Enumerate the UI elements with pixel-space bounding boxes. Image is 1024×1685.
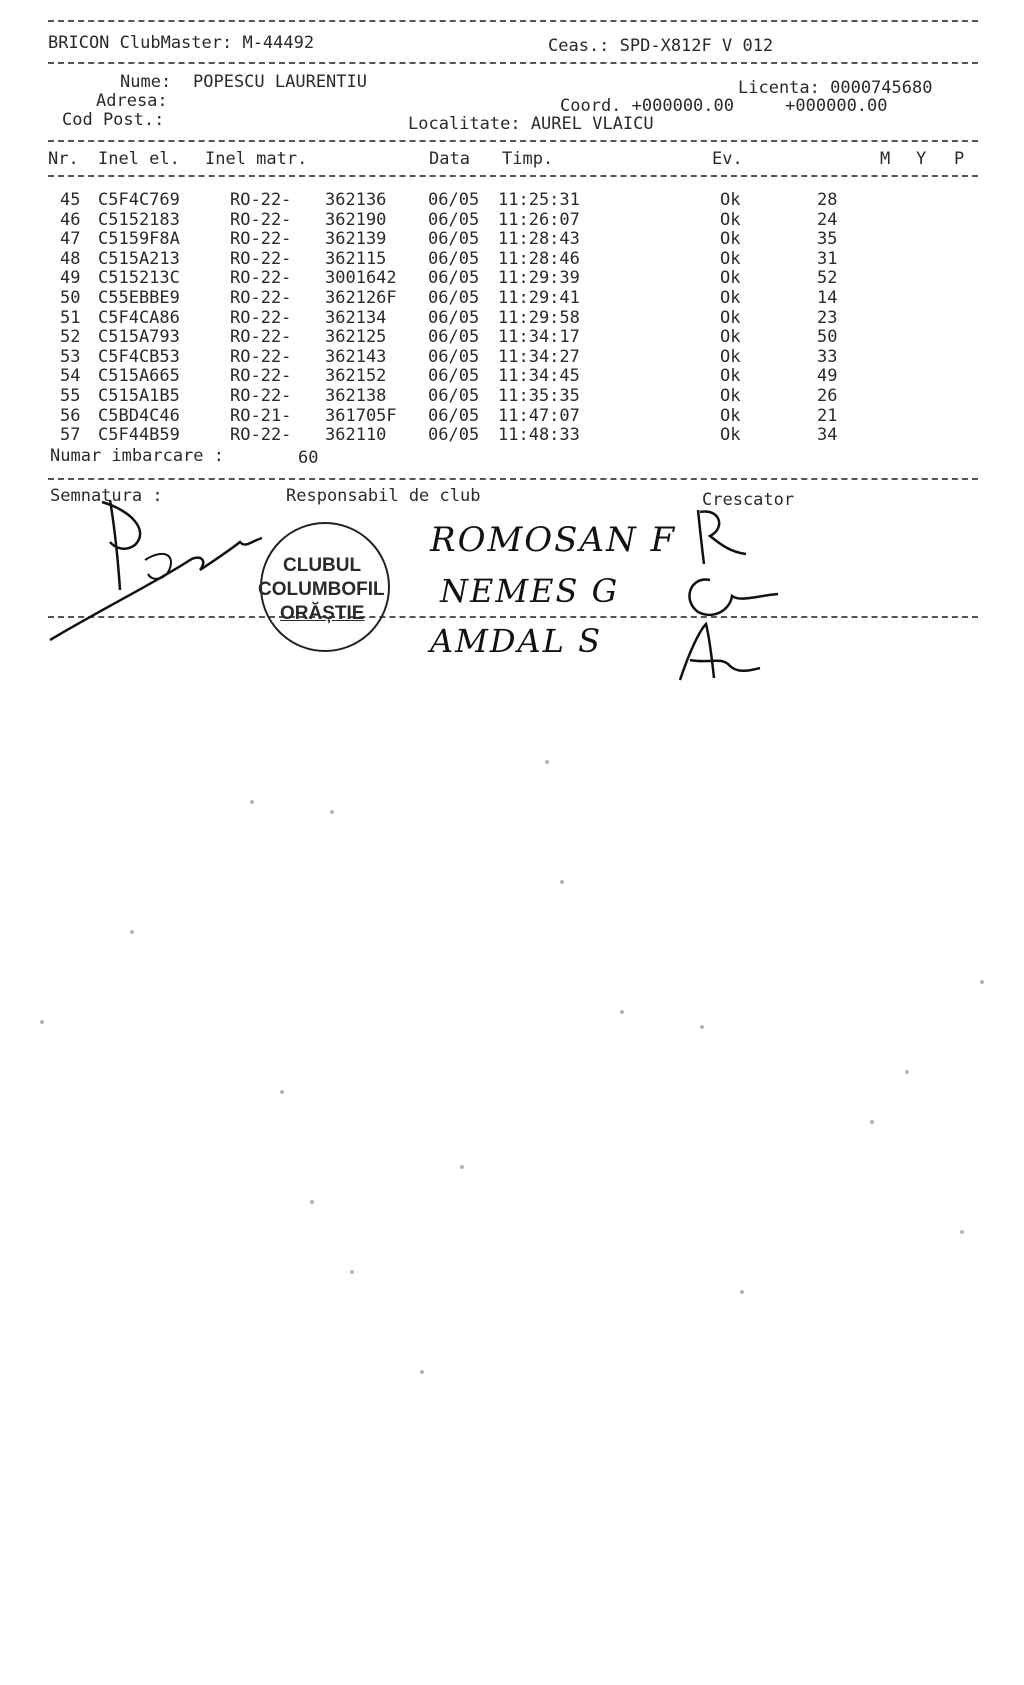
cell-el: C515A213 bbox=[98, 248, 180, 269]
handwritten-signature bbox=[40, 490, 270, 650]
cell-ev: Ok bbox=[720, 268, 741, 289]
cell-m: 52 bbox=[817, 268, 838, 289]
cell-ev: Ok bbox=[720, 190, 741, 210]
cell-m: 24 bbox=[817, 209, 838, 230]
cell-ev: Ok bbox=[720, 327, 741, 348]
cell-nr: 47 bbox=[60, 229, 81, 250]
cell-mat: 362136 bbox=[325, 190, 387, 210]
table-row bbox=[0, 268, 1024, 288]
cell-m: 31 bbox=[817, 248, 838, 269]
breeder-label: Crescator bbox=[702, 490, 795, 510]
cell-ev: Ok bbox=[720, 386, 741, 406]
cell-ev: Ok bbox=[720, 229, 741, 250]
cell-ev: Ok bbox=[720, 307, 741, 328]
cell-prefix: RO-22- bbox=[230, 327, 292, 348]
cell-el: C515213C bbox=[98, 268, 180, 289]
cell-mat: 362138 bbox=[325, 386, 387, 406]
cell-date: 06/05 bbox=[428, 346, 480, 367]
cell-time: 11:26:07 bbox=[498, 209, 580, 230]
cell-el: C55EBBE9 bbox=[98, 288, 180, 308]
cell-time: 11:29:39 bbox=[498, 268, 580, 289]
cell-date: 06/05 bbox=[428, 425, 480, 446]
summary-rule bbox=[48, 478, 978, 480]
cell-time: 11:25:31 bbox=[498, 190, 580, 210]
cell-mat: 362139 bbox=[325, 229, 387, 250]
cell-time: 11:35:35 bbox=[498, 386, 580, 406]
cell-el: C5F4C769 bbox=[98, 190, 180, 210]
cell-el: C515A1B5 bbox=[98, 386, 180, 406]
cell-m: 49 bbox=[817, 366, 838, 387]
cell-nr: 46 bbox=[60, 209, 81, 230]
owner-name: POPESCU LAURENTIU bbox=[193, 72, 367, 92]
clock-id: Ceas.: SPD-X812F V 012 bbox=[548, 36, 774, 56]
cell-mat: 362143 bbox=[325, 346, 387, 367]
cell-time: 11:29:41 bbox=[498, 288, 580, 308]
cell-nr: 51 bbox=[60, 307, 81, 328]
license-number: Licenta: 0000745680 bbox=[738, 78, 933, 98]
table-row bbox=[0, 347, 1024, 367]
handwritten-name-2: NEMES G bbox=[440, 572, 620, 610]
cell-ev: Ok bbox=[720, 346, 741, 367]
cell-date: 06/05 bbox=[428, 209, 480, 230]
cell-mat: 362110 bbox=[325, 425, 387, 446]
cell-nr: 52 bbox=[60, 327, 81, 348]
col-p: P bbox=[954, 149, 965, 169]
cell-m: 34 bbox=[817, 425, 838, 446]
cell-time: 11:34:17 bbox=[498, 327, 580, 348]
cell-nr: 56 bbox=[60, 405, 81, 426]
boarding-count: 60 bbox=[298, 448, 319, 468]
cell-m: 23 bbox=[817, 307, 838, 328]
col-ring-mat: Inel matr. bbox=[205, 149, 308, 169]
zip-label: Cod Post.: bbox=[62, 110, 165, 130]
col-date: Data bbox=[429, 149, 470, 169]
table-row bbox=[0, 229, 1024, 249]
cell-mat: 362115 bbox=[325, 248, 387, 269]
cell-prefix: RO-22- bbox=[230, 209, 292, 230]
col-m: M bbox=[880, 149, 891, 169]
cell-prefix: RO-22- bbox=[230, 346, 292, 367]
table-row bbox=[0, 249, 1024, 269]
cell-mat: 361705F bbox=[325, 405, 397, 426]
info-rule bbox=[48, 140, 978, 142]
boarding-label: Numar imbarcare : bbox=[50, 446, 224, 466]
cell-el: C5F4CA86 bbox=[98, 307, 180, 328]
table-row bbox=[0, 288, 1024, 308]
cell-time: 11:29:58 bbox=[498, 307, 580, 328]
cell-el: C5159F8A bbox=[98, 229, 180, 250]
cell-mat: 362134 bbox=[325, 307, 387, 328]
cell-m: 35 bbox=[817, 229, 838, 250]
cell-nr: 45 bbox=[60, 190, 81, 210]
cell-nr: 50 bbox=[60, 288, 81, 308]
locality: Localitate: AUREL VLAICU bbox=[408, 114, 654, 134]
cell-ev: Ok bbox=[720, 425, 741, 446]
cell-ev: Ok bbox=[720, 288, 741, 308]
cell-date: 06/05 bbox=[428, 327, 480, 348]
handwritten-name-3: AMDAL S bbox=[430, 622, 602, 660]
cell-el: C5152183 bbox=[98, 209, 180, 230]
address-label: Adresa: bbox=[96, 91, 168, 111]
name-label: Nume: bbox=[120, 72, 172, 92]
cell-el: C5F4CB53 bbox=[98, 346, 180, 367]
columns-rule bbox=[48, 175, 978, 177]
cell-m: 28 bbox=[817, 190, 838, 210]
cell-m: 33 bbox=[817, 346, 838, 367]
table-row bbox=[0, 327, 1024, 347]
cell-prefix: RO-22- bbox=[230, 386, 292, 406]
cell-el: C5F44B59 bbox=[98, 425, 180, 446]
cell-prefix: RO-22- bbox=[230, 288, 292, 308]
table-row bbox=[0, 406, 1024, 426]
cell-date: 06/05 bbox=[428, 307, 480, 328]
cell-ev: Ok bbox=[720, 209, 741, 230]
cell-prefix: RO-22- bbox=[230, 229, 292, 250]
cell-el: C5BD4C46 bbox=[98, 405, 180, 426]
cell-prefix: RO-22- bbox=[230, 366, 292, 387]
cell-prefix: RO-22- bbox=[230, 425, 292, 446]
column-header-row bbox=[0, 149, 1024, 169]
cell-ev: Ok bbox=[720, 366, 741, 387]
stamp-line-1: CLUBUL bbox=[283, 555, 362, 576]
cell-nr: 55 bbox=[60, 386, 81, 406]
cell-mat: 362126F bbox=[325, 288, 397, 308]
table-row bbox=[0, 308, 1024, 328]
col-nr: Nr. bbox=[48, 149, 79, 169]
cell-mat: 3001642 bbox=[325, 268, 397, 289]
col-y: Y bbox=[916, 149, 927, 169]
cell-nr: 49 bbox=[60, 268, 81, 289]
cell-time: 11:34:27 bbox=[498, 346, 580, 367]
top-rule bbox=[48, 20, 978, 22]
club-responsible-label: Responsabil de club bbox=[286, 486, 481, 506]
cell-date: 06/05 bbox=[428, 248, 480, 269]
cell-prefix: RO-22- bbox=[230, 190, 292, 210]
table-row bbox=[0, 210, 1024, 230]
cell-ev: Ok bbox=[720, 405, 741, 426]
col-time: Timp. bbox=[502, 149, 554, 169]
col-ev: Ev. bbox=[712, 149, 743, 169]
table-row bbox=[0, 386, 1024, 406]
system-id: BRICON ClubMaster: M-44492 bbox=[48, 33, 315, 53]
breeder-initials bbox=[660, 500, 820, 700]
table-row bbox=[0, 366, 1024, 386]
cell-nr: 48 bbox=[60, 248, 81, 269]
cell-prefix: RO-22- bbox=[230, 268, 292, 289]
table-row bbox=[0, 425, 1024, 445]
cell-time: 11:48:33 bbox=[498, 425, 580, 446]
stamp-line-2: COLUMBOFIL bbox=[258, 579, 385, 600]
cell-time: 11:34:45 bbox=[498, 366, 580, 387]
coordinates: Coord. +000000.00 +000000.00 bbox=[560, 96, 888, 116]
cell-m: 50 bbox=[817, 327, 838, 348]
cell-date: 06/05 bbox=[428, 405, 480, 426]
cell-date: 06/05 bbox=[428, 366, 480, 387]
cell-nr: 54 bbox=[60, 366, 81, 387]
cell-nr: 53 bbox=[60, 346, 81, 367]
header-rule bbox=[48, 62, 978, 64]
cell-prefix: RO-22- bbox=[230, 248, 292, 269]
cell-mat: 362125 bbox=[325, 327, 387, 348]
cell-time: 11:47:07 bbox=[498, 405, 580, 426]
stamp-line-3: ORĂȘTIE bbox=[280, 603, 365, 624]
cell-date: 06/05 bbox=[428, 190, 480, 210]
col-ring-el: Inel el. bbox=[98, 149, 180, 169]
cell-m: 14 bbox=[817, 288, 838, 308]
cell-mat: 362152 bbox=[325, 366, 387, 387]
cell-time: 11:28:46 bbox=[498, 248, 580, 269]
cell-el: C515A665 bbox=[98, 366, 180, 387]
cell-mat: 362190 bbox=[325, 209, 387, 230]
cell-el: C515A793 bbox=[98, 327, 180, 348]
table-row bbox=[0, 190, 1024, 210]
cell-m: 26 bbox=[817, 386, 838, 406]
cell-nr: 57 bbox=[60, 425, 81, 446]
cell-prefix: RO-21- bbox=[230, 405, 292, 426]
cell-date: 06/05 bbox=[428, 268, 480, 289]
cell-m: 21 bbox=[817, 405, 838, 426]
cell-date: 06/05 bbox=[428, 288, 480, 308]
handwritten-name-1: ROMOSAN F bbox=[430, 520, 677, 560]
cell-time: 11:28:43 bbox=[498, 229, 580, 250]
cell-ev: Ok bbox=[720, 248, 741, 269]
cell-date: 06/05 bbox=[428, 229, 480, 250]
cell-date: 06/05 bbox=[428, 386, 480, 406]
signature-label: Semnatura : bbox=[50, 486, 163, 506]
cell-prefix: RO-22- bbox=[230, 307, 292, 328]
